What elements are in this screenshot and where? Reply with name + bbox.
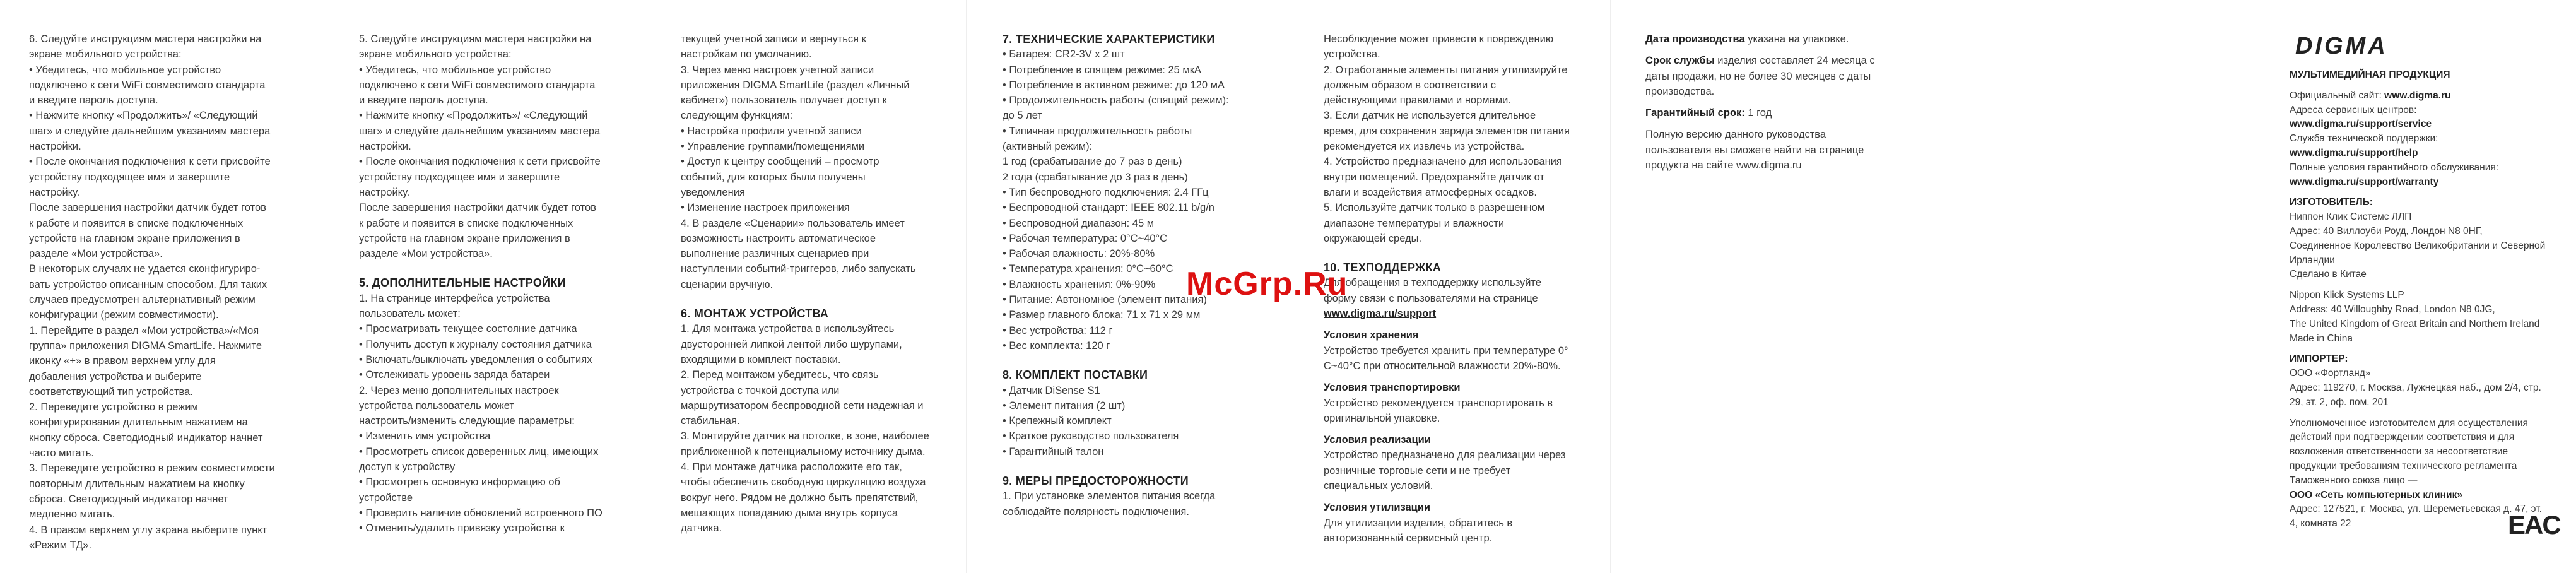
text-line: действий при подтверждении соответствия и для (2290, 432, 2515, 443)
text-line: текущей учетной записи и вернуться к (681, 33, 866, 45)
text-line: • Отменить/удалить привязку устройства к (359, 523, 565, 535)
precautions-continued-text (1324, 32, 1599, 246)
text-line: следующим функциям: (681, 110, 793, 122)
section-heading-precautions: 9. МЕРЫ ПРЕДОСТОРОЖНОСТИ (1003, 475, 1189, 488)
text-line: кабинет») пользователь получает доступ к (681, 95, 887, 107)
text-line: чтобы обеспечить свободную циркуляцию воздуха (681, 476, 926, 488)
text-line: продукции требованиям технического регламента (2290, 460, 2517, 471)
text-line: 6. Следуйте инструкциям мастера настройки на (29, 33, 262, 45)
text-line: (активный режим): (1003, 141, 1093, 153)
text-line: 4. В правом верхнем углу экрана выберите пункт (29, 524, 268, 536)
text-line: вокруг него. Рядом не должно быть препятствий, (681, 492, 919, 504)
additional-settings-text (359, 291, 634, 536)
panel-setup-compat (0, 0, 322, 573)
text-line: В некоторых случаях не удается сконфигуриро- (29, 263, 261, 275)
text-line: устройства с точкой доступа или (681, 384, 840, 396)
mounting-text (681, 321, 956, 536)
text-line: 1 год (срабатывание до 7 раз в день) (1003, 156, 1182, 168)
product-category-title: МУЛЬТИМЕДИЙНАЯ ПРОДУКЦИЯ (2290, 69, 2450, 80)
text-line: • Продолжительность работы (спящий режим): (1003, 95, 1229, 107)
tech-support-link[interactable]: www.digma.ru/support/help (2290, 147, 2418, 158)
section-heading-additional-settings: 5. ДОПОЛНИТЕЛЬНЫЕ НАСТРОЙКИ (359, 276, 566, 290)
sale-text (1324, 447, 1599, 493)
text-line: диапазоне температуры и влажности (1324, 217, 1505, 229)
text-line: настройку. (29, 186, 80, 198)
text-line: 3. Если датчик не используется длительное (1324, 110, 1536, 122)
text-line: подключено к сети WiFi совместимого стандарта (359, 79, 596, 91)
text-line: повторным длительным нажатием на кнопку (29, 478, 245, 490)
text-line: 4. Устройство предназначено для использования (1324, 156, 1562, 168)
utilization-text (1324, 516, 1599, 546)
text-line: • Влажность хранения: 0%-90% (1003, 278, 1156, 290)
text-line: 1. При установке элементов питания всегда (1003, 490, 1216, 502)
text-line: • Потребление в спящем режиме: 25 мкА (1003, 64, 1201, 76)
panel-dates (1616, 0, 1938, 573)
text-line: Адрес: 127521, г. Москва, ул. Шереметьевская д. 47, эт. (2290, 504, 2542, 515)
text-line: • Получить доступ к журналу состояния датчика (359, 338, 592, 350)
text-line: • Краткое руководство пользователя (1003, 430, 1179, 442)
text-line: 4. При монтаже датчика расположите его так, (681, 461, 902, 473)
specs-list (1003, 47, 1278, 353)
importer-heading: ИМПОРТЕР: (2290, 353, 2348, 365)
text-line: • Просмотреть основную информацию об (359, 476, 560, 488)
text-line: рекомендуется их извлечь из устройства. (1324, 141, 1525, 153)
text-line: Ирландии (2290, 254, 2335, 266)
section-heading-support: 10. ТЕХПОДДЕРЖКА (1324, 261, 1442, 275)
text-line: медленно мигать. (29, 509, 115, 521)
text-line: • Тип беспроводного подключения: 2.4 ГГц (1003, 186, 1209, 198)
text-line: экране мобильного устройства: (359, 49, 512, 61)
text-line: должным образом в соответствии с (1324, 79, 1497, 91)
text-line: • Включать/выключать уведомления о событиях (359, 353, 592, 365)
text-line: 2. Перед монтажом убедитесь, что связь (681, 369, 879, 381)
text-line: • Крепежный комплект (1003, 415, 1112, 427)
text-line: настройкам по умолчанию. (681, 49, 812, 61)
account-settings-text (681, 32, 956, 292)
text-line: событий, для которых были получены (681, 171, 866, 183)
tech-support-label: Служба технической поддержки: (2290, 133, 2438, 145)
text-line: устройству подходящее имя и завершите (29, 171, 230, 183)
text-line: • Потребление в активном режиме: до 120 мА (1003, 79, 1225, 91)
text-line: настроить/изменить следующие параметры: (359, 415, 575, 427)
text-line: 1. Для монтажа устройства в используйтесь (681, 323, 895, 335)
precautions-text (1003, 488, 1278, 519)
text-line: к работе и появится в списке подключенных (29, 217, 244, 229)
text-line: и введите пароль доступа. (359, 95, 488, 107)
official-site-label: Официальный сайт: (2290, 90, 2385, 101)
support-link[interactable]: www.digma.ru/support (1324, 308, 1437, 320)
section-heading-package: 8. КОМПЛЕКТ ПОСТАВКИ (1003, 369, 1148, 382)
service-centers-label: Адреса сервисных центров: (2290, 104, 2417, 115)
text-line: время, для сохранения заряда элементов питания (1324, 125, 1570, 137)
text-line: группа» приложения DIGMA SmartLife. Нажмите (29, 340, 262, 351)
text-line: возложения ответственности за несоответствие (2290, 446, 2508, 458)
text-line: подключено к сети WiFi совместимого стандарта (29, 79, 266, 91)
text-line: часто мигать. (29, 447, 94, 459)
text-line: до 5 лет (1003, 110, 1042, 122)
text-line: мешающих попаданию дыма внутрь корпуса (681, 507, 898, 519)
text-line: «Режим ТД». (29, 539, 92, 551)
text-line: разделе «Мои устройства». (29, 248, 163, 260)
text-line: • Датчик DiSense S1 (1003, 384, 1100, 396)
text-line: кнопку сброса. Светодиодный индикатор начнет (29, 432, 263, 444)
text-line: • Элемент питания (2 шт) (1003, 399, 1126, 411)
support-text (1324, 275, 1599, 306)
text-line: действующими правилами и нормами. (1324, 95, 1511, 107)
text-line: вать устройство описанным способом. Для таких (29, 278, 268, 290)
manufacturer-text-en (2290, 288, 2558, 346)
text-line: Устройство предназначено для реализации через (1324, 449, 1566, 461)
text-line: устройств на главном экране приложения в (29, 232, 240, 244)
official-site-link[interactable]: www.digma.ru (2384, 90, 2451, 101)
text-line: Ниппон Клик Системс ЛЛП (2290, 211, 2412, 223)
text-line: Адрес: 119270, г. Москва, Лужнецкая наб., дом 2/4, стр. (2290, 382, 2541, 393)
transport-text (1324, 396, 1599, 427)
text-line: окружающей среды. (1324, 232, 1422, 244)
text-line: 5. Следуйте инструкциям мастера настройки на (359, 33, 592, 45)
text-line: Address: 40 Willoughby Road, London N8 0JG, (2290, 304, 2495, 315)
authorized-person-text (2290, 416, 2558, 488)
text-line: приближенной к потенциальному источнику дыма. (681, 446, 926, 458)
text-line: двусторонней липкой лентой либо шурупами, (681, 338, 902, 350)
text-line: Сделано в Китае (2290, 269, 2367, 280)
storage-text (1324, 343, 1599, 374)
text-line: внутри помещений. Предохраняйте датчик от (1324, 171, 1545, 183)
text-line: 3. Монтируйте датчик на потолке, в зоне, наиболее (681, 430, 929, 442)
text-line: и введите пароль доступа. (29, 95, 158, 107)
text-line: 3. Переведите устройство в режим совместимости (29, 463, 275, 475)
production-date-text: указана на упаковке. (1744, 33, 1849, 45)
text-line: шаг» и следуйте дальнейшим указаниям мастера (359, 125, 601, 137)
text-line: • Рабочая температура: 0°C~40°C (1003, 232, 1168, 244)
text-line: розничные торговые сети и не требует (1324, 464, 1511, 476)
setup-instructions-text (359, 32, 634, 261)
text-line: выполнение различных сценариев при (681, 248, 869, 260)
panel-mounting (652, 0, 973, 573)
text-line: • Настройка профиля учетной записи (681, 125, 862, 137)
storage-heading: Условия хранения (1324, 329, 1419, 341)
text-line: • После окончания подключения к сети присвойте (359, 156, 601, 168)
watermark: McGrp.Ru (1186, 266, 1348, 302)
text-line: Уполномоченное изготовителем для осуществления (2290, 417, 2528, 428)
text-line: • Просмотреть список доверенных лиц, имеющих (359, 446, 599, 458)
text-line: • Доступ к центру сообщений – просмотр (681, 156, 879, 168)
text-line: пользователь может: (359, 308, 461, 320)
text-line: стабильная. (681, 415, 740, 427)
text-line: устройства пользователь может (359, 399, 514, 411)
text-line: авторизованный сервисный центр. (1324, 532, 1493, 544)
text-line: 1. Перейдите в раздел «Мои устройства»/«Моя (29, 324, 259, 336)
text-line: Made in China (2290, 333, 2353, 344)
text-line: После завершения настройки датчик будет готов (359, 202, 596, 214)
text-line: влаги и воздействия атмосферных осадков. (1324, 186, 1537, 198)
text-line: С~40°С при относительной влажности 20%-80%. (1324, 360, 1561, 372)
setup-instructions-text (29, 32, 304, 553)
text-line: • Проверить наличие обновлений встроенного ПО (359, 507, 603, 519)
text-line: сценарии вручную. (681, 278, 773, 290)
text-line: оригинальной упаковке. (1324, 412, 1440, 424)
package-list (1003, 383, 1278, 459)
text-line: • Убедитесь, что мобильное устройство (359, 64, 551, 76)
text-line: разделе «Мои устройства». (359, 248, 493, 260)
text-line: маршрутизатором беспроводной сети надежная и (681, 399, 924, 411)
text-line: • После окончания подключения к сети присвойте (29, 156, 271, 168)
text-line: сброса. Светодиодный индикатор начнет (29, 493, 228, 505)
text-line: 2. Отработанные элементы питания утилизируйте (1324, 64, 1568, 76)
text-line: наступлении событий-триггеров, либо запускать (681, 263, 916, 275)
text-line: ООО «Фортланд» (2290, 368, 2371, 379)
text-line: Для утилизации изделия, обратитесь в (1324, 517, 1513, 529)
text-line: возможность настроить автоматическое (681, 232, 876, 244)
eac-mark: EAC (2508, 510, 2560, 540)
warranty-terms-link[interactable]: www.digma.ru/support/warranty (2290, 176, 2439, 187)
text-line: устройств на главном экране приложения в (359, 232, 570, 244)
text-line: Соединенное Королевство Великобритании и Северной (2290, 240, 2546, 251)
warranty-value: 1 год (1744, 107, 1772, 119)
importer-text (2290, 367, 2558, 410)
section-heading-specs: 7. ТЕХНИЧЕСКИЕ ХАРАКТЕРИСТИКИ (1003, 33, 1215, 45)
text-line: продукта на сайте www.digma.ru (1645, 160, 1802, 172)
transport-heading: Условия транспортировки (1324, 382, 1461, 394)
text-line: 29, эт. 2, оф. пом. 201 (2290, 396, 2389, 408)
text-line: The United Kingdom of Great Britain and Northern Ireland (2290, 318, 2540, 329)
production-date-label: Дата производства (1645, 33, 1745, 45)
text-line: устройстве (359, 492, 413, 504)
manufacturer-heading: ИЗГОТОВИТЕЛЬ: (2290, 197, 2373, 208)
text-line: датчика. (681, 523, 722, 535)
text-line: соответствующий тип устройства. (29, 386, 193, 398)
text-line: устройства. (1324, 49, 1380, 61)
text-line: • Размер главного блока: 71 x 71 x 29 мм (1003, 309, 1201, 321)
text-line: Полную версию данного руководства (1645, 129, 1826, 141)
text-line: Несоблюдение может привести к повреждению (1324, 33, 1554, 45)
text-line: • Беспроводной стандарт: IEEE 802.11 b/g/n (1003, 202, 1214, 214)
manual-text (1645, 127, 1920, 173)
text-line: • Отслеживать уровень заряда батареи (359, 369, 550, 381)
text-line: приложения DIGMA SmartLife (раздел «Личный (681, 79, 910, 91)
text-line: • Изменить имя устройства (359, 430, 491, 442)
text-line: • Управление группами/помещениями (681, 141, 865, 153)
text-line: • Нажмите кнопку «Продолжить»/ «Следующий (359, 110, 588, 122)
text-line: конфигурирования длительным нажатием на (29, 416, 248, 428)
text-line: 4, комната 22 (2290, 518, 2351, 529)
text-line: устройству подходящее имя и завершите (359, 171, 560, 183)
text-line: соблюдайте полярность подключения. (1003, 505, 1189, 517)
text-line: • Типичная продолжительность работы (1003, 125, 1192, 137)
section-heading-mounting: 6. МОНТАЖ УСТРОЙСТВА (681, 307, 829, 321)
text-line: • Гарантийный талон (1003, 446, 1104, 458)
text-line: 4. В разделе «Сценарии» пользователь имеет (681, 217, 905, 229)
text-line: Nippon Klick Systems LLP (2290, 290, 2404, 301)
text-line: конфигурации (режим совместимости). (29, 309, 219, 321)
text-line: • Изменение настроек приложения (681, 202, 850, 214)
text-line: Устройство требуется хранить при температуре 0° (1324, 345, 1568, 357)
text-line: • Беспроводной диапазон: 45 м (1003, 217, 1155, 229)
text-line: уведомления (681, 186, 745, 198)
text-line: Устройство рекомендуется транспортировать в (1324, 397, 1553, 409)
text-line: к работе и появится в списке подключенных (359, 217, 573, 229)
text-line: пользователя вы сможете найти на странице (1645, 144, 1864, 156)
text-line: Для обращения в техподдержку используйте (1324, 277, 1541, 289)
text-line: шаг» и следуйте дальнейшим указаниям мастера (29, 125, 271, 137)
warranty-label: Гарантийный срок: (1645, 107, 1745, 119)
text-line: • Вес комплекта: 120 г (1003, 340, 1110, 351)
service-life-text: изделия составляет 24 месяца с (1714, 55, 1875, 67)
text-line: 2. Переведите устройство в режим (29, 401, 198, 413)
text-line: 2 года (срабатывание до 3 раз в день) (1003, 171, 1188, 183)
text-line: • Вес устройства: 112 г (1003, 324, 1113, 336)
text-line: После завершения настройки датчик будет готов (29, 202, 266, 214)
text-line: • Температура хранения: 0°C~60°C (1003, 263, 1173, 275)
digma-logo: DIGMA (2295, 33, 2388, 59)
text-line: настройки. (359, 141, 411, 153)
text-line: Адрес: 40 Виллоуби Роуд, Лондон N8 0HГ, (2290, 225, 2483, 237)
text-line: • Батарея: CR2-3V x 2 шт (1003, 49, 1125, 61)
text-line: форму связи с пользователями на странице (1324, 292, 1538, 304)
text-line: входящими в комплект поставки. (681, 353, 841, 365)
panel-additional-settings (330, 0, 652, 573)
text-line: добавления устройства и выберите (29, 370, 202, 382)
text-line: • Убедитесь, что мобильное устройство (29, 64, 221, 76)
text-line: 5. Используйте датчик только в разрешенном (1324, 202, 1545, 214)
service-life-label: Срок службы (1645, 55, 1715, 67)
service-life-text: производства. (1645, 85, 1715, 97)
authorized-org-heading: ООО «Сеть компьютерных клиник» (2290, 489, 2462, 500)
text-line: Таможенного союза лицо — (2290, 475, 2418, 486)
text-line: • Рабочая влажность: 20%-80% (1003, 248, 1155, 260)
text-line: 2. Через меню дополнительных настроек (359, 384, 559, 396)
text-line: • Просматривать текущее состояние датчика (359, 323, 577, 335)
text-line: случаев предусмотрен альтернативный режим (29, 294, 256, 306)
text-line: настройку. (359, 186, 410, 198)
text-line: настройки. (29, 141, 81, 153)
text-line: • Питание: Автономное (элемент питания) (1003, 294, 1207, 306)
text-line: иконку «+» в правом верхнем углу для (29, 355, 216, 367)
panel-contacts (2261, 0, 2576, 573)
service-life-text: даты продажи, но не более 30 месяцев с даты (1645, 70, 1871, 82)
warranty-terms-label: Полные условия гарантийного обслуживания: (2290, 162, 2499, 173)
text-line: 3. Через меню настроек учетной записи (681, 64, 874, 76)
text-line: специальных условий. (1324, 480, 1433, 492)
service-centers-link[interactable]: www.digma.ru/support/service (2290, 119, 2432, 130)
text-line: • Нажмите кнопку «Продолжить»/ «Следующий (29, 110, 258, 122)
text-line: экране мобильного устройства: (29, 49, 182, 61)
utilization-heading: Условия утилизации (1324, 502, 1431, 514)
manufacturer-text (2290, 210, 2558, 282)
text-line: 1. На странице интерфейса устройства (359, 292, 550, 304)
sale-heading: Условия реализации (1324, 434, 1431, 446)
text-line: доступ к устройству (359, 461, 456, 473)
